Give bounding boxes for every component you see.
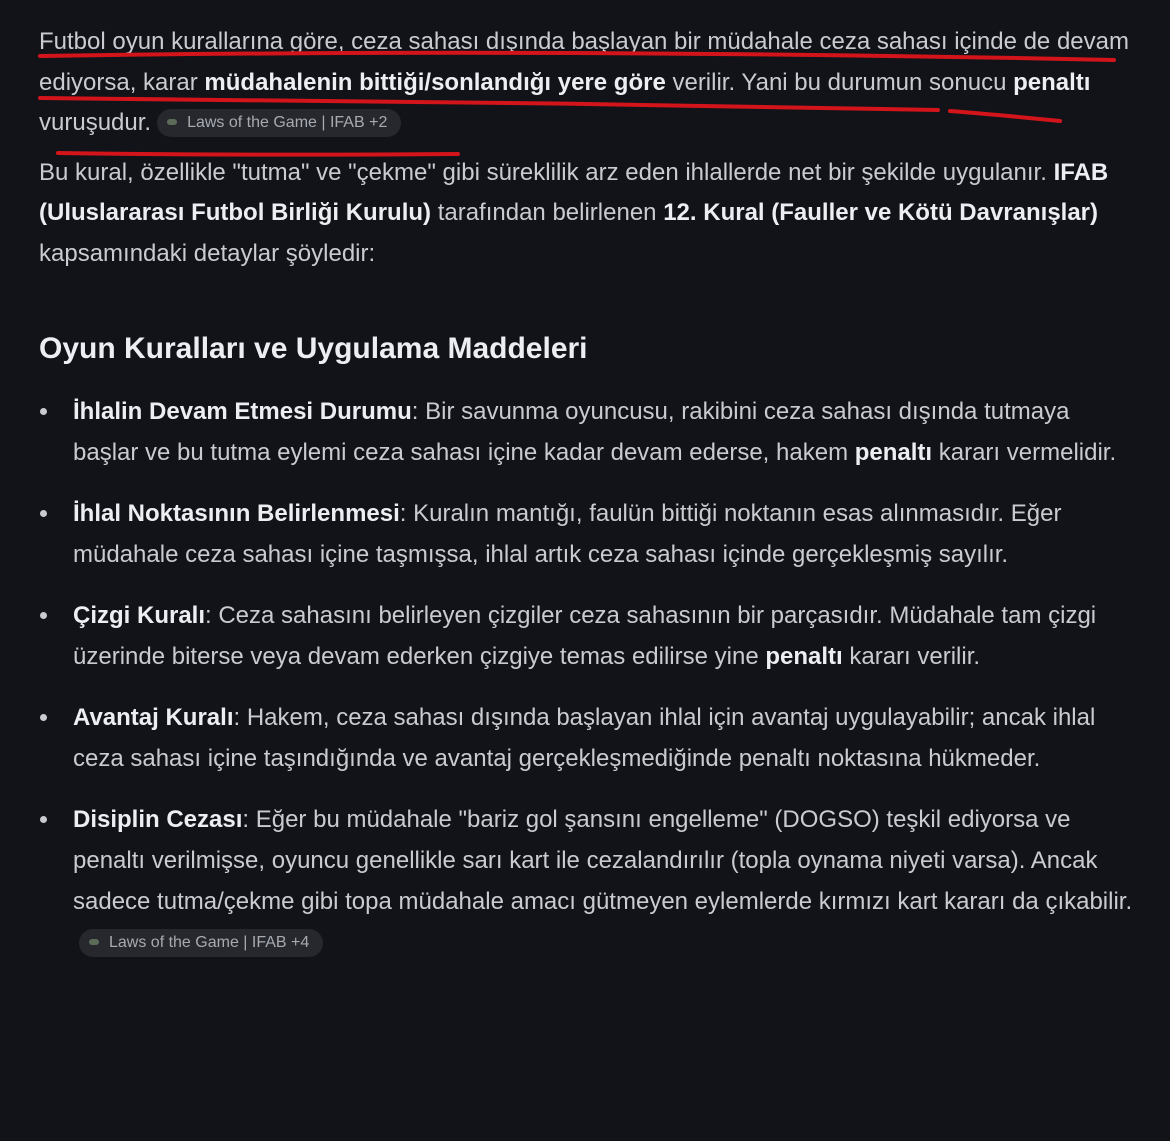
list-item <box>39 493 1139 575</box>
intro-paragraph <box>39 22 1139 144</box>
intro-bold-penalty: penaltı <box>1013 68 1091 96</box>
intro-text-1: Futbol oyun kurallarına göre, ceza sahası dışında başlayan bir müdahale ceza sahası içinde de devam ediyorsa, karar <box>39 28 1129 96</box>
para2-text-3: kapsamındaki detaylar şöyledir: <box>39 239 376 267</box>
source-chip-label: Laws of the Game | IFAB +2 <box>187 114 388 131</box>
intro-bold-1: müdahalenin bittiği/sonlandığı yere göre <box>204 68 666 96</box>
intro-text-3: vuruşudur. <box>39 109 152 136</box>
para2-bold-ifab: IFAB (Uluslararası Futbol Birliği Kurulu) <box>39 158 1109 226</box>
source-chip[interactable] <box>157 109 401 137</box>
list-item-title: Disiplin Cezası <box>73 806 243 833</box>
list-item-bold: penaltı <box>765 643 843 670</box>
list-item-bold: penaltı <box>854 439 933 466</box>
list-item-title: İhlal Noktasının Belirlenmesi <box>73 500 400 527</box>
rules-list <box>39 391 1139 963</box>
list-item-text: : Ceza sahasını belirleyen çizgiler ceza sahasının bir parçasıdır. Müdahale tam çizgi üzerinde biterse veya devam ederken çizgiye temas edilirse yine <box>73 602 1097 670</box>
list-item-text: : Eğer bu müdahale "bariz gol şansını engelleme" (DOGSO) teşkil ediyorsa ve penaltı verilmişse, oyuncu genellikle sarı kart ile cezalandırılır (topla oynama niyeti varsa). Ancak sadece tutma/çekme gibi topa müdahale amacı gütmeyen eylemlerde kırmızı kart kararı da çıkabilir. <box>73 806 1133 915</box>
rule-paragraph <box>39 153 1139 275</box>
list-item-title: İhlalin Devam Etmesi Durumu <box>73 398 412 425</box>
list-item-title: Çizgi Kuralı <box>73 602 206 629</box>
list-item <box>39 595 1139 677</box>
list-item-text: : Kuralın mantığı, faulün bittiği noktanın esas alınmasıdır. Eğer müdahale ceza sahası içine taşmışsa, ihlal artık ceza sahası içinde gerçekleşmiş sayılır. <box>73 500 1062 568</box>
intro-text-2: verilir. Yani bu durumun sonucu <box>665 68 1014 96</box>
source-favicon-icon <box>89 939 99 945</box>
bullet-icon <box>40 816 47 823</box>
list-item-text: kararı vermelidir. <box>932 439 1117 466</box>
section-heading: Oyun Kuralları ve Uygulama Maddeleri <box>39 332 588 365</box>
bullet-icon <box>40 510 47 517</box>
para2-text-2: tarafından belirlenen <box>431 199 664 226</box>
bullet-icon <box>40 714 47 721</box>
list-item <box>39 391 1139 473</box>
list-item-title: Avantaj Kuralı <box>73 704 234 731</box>
source-chip-label: Laws of the Game | IFAB +4 <box>109 934 310 951</box>
response-body <box>39 22 1139 983</box>
list-item-text: : Hakem, ceza sahası dışında başlayan ihlal için avantaj uygulayabilir; ancak ihlal ceza sahası içine taşındığında ve avantaj gerçekleşmediğinde penaltı noktasına hükmeder. <box>73 704 1096 772</box>
list-item-text: : Bir savunma oyuncusu, rakibini ceza sahası dışında tutmaya başlar ve bu tutma eylemi ceza sahası içine kadar devam ederse, hakem <box>73 398 1070 466</box>
bullet-icon <box>40 612 47 619</box>
source-chip[interactable] <box>79 929 323 957</box>
source-favicon-icon <box>167 119 177 125</box>
para2-bold-law12: 12. Kural (Fauller ve Kötü Davranışlar) <box>663 199 1099 226</box>
list-item <box>39 799 1139 963</box>
list-item-text: kararı verilir. <box>842 643 981 670</box>
bullet-icon <box>40 408 47 415</box>
para2-text-1: Bu kural, özellikle "tutma" ve "çekme" gibi süreklilik arz eden ihlallerde net bir şekilde uygulanır. <box>39 158 1054 186</box>
list-item <box>39 697 1139 779</box>
